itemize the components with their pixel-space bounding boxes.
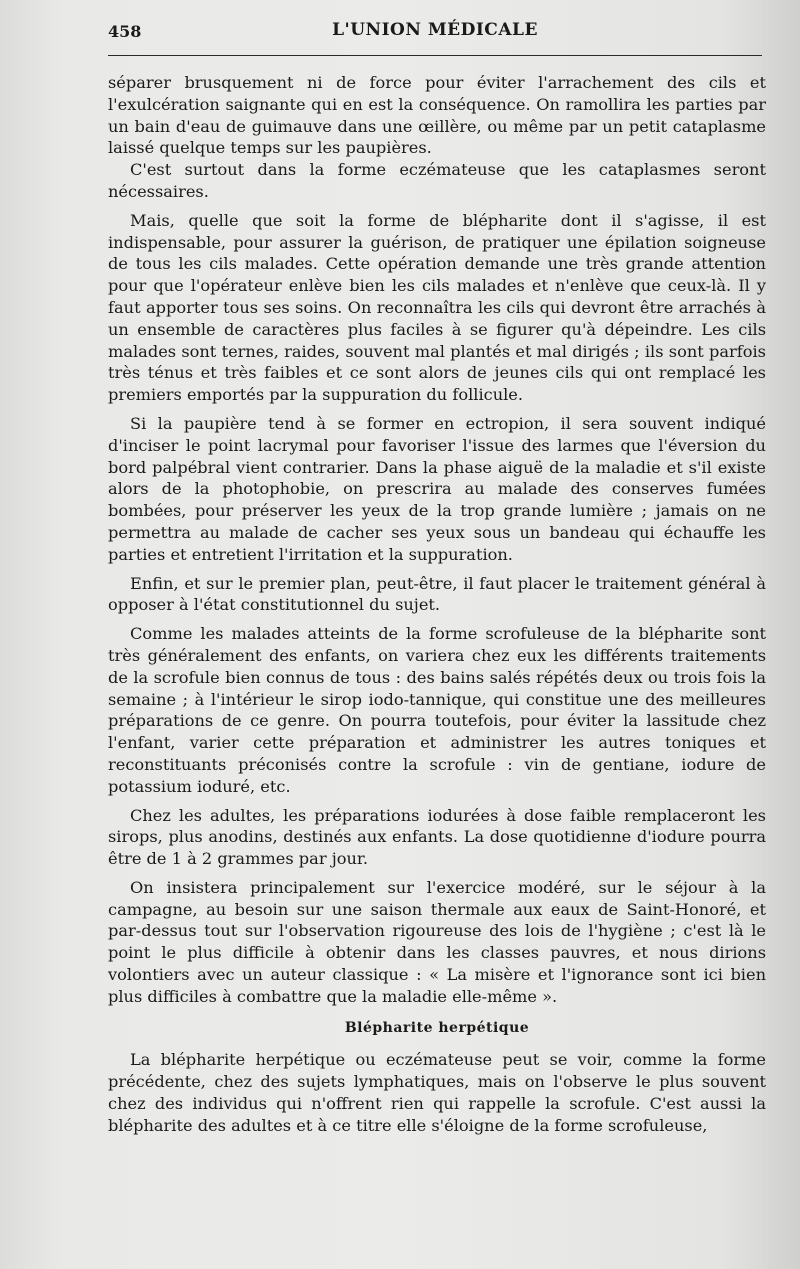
section-paragraph: La blépharite herpétique ou eczémateuse peut se voir, comme la forme précédente, chez des sujets lymphatiques, mais on l'observe le plus souvent chez des individus qui n'offrent rien qui rappelle la scrofule. C'est aussi la blépharite des adultes et à ce titre elle s'éloigne de la forme scrofuleuse, [108, 1050, 766, 1135]
paragraph: On insistera principalement sur l'exercice modéré, sur le séjour à la campagne, au besoin sur une saison thermale aux eaux de Saint-Honoré, et par-dessus tout sur l'observation rigoureuse des lois de l'hygiène ; c'est là le point le plus difficile à obtenir dans les classes pauvres, et nous dirions volontiers avec un auteur classique : « La misère et l'ignorance sont ici bien plus difficiles à combattre que la maladie elle-même ». [108, 877, 766, 1006]
paragraph: Si la paupière tend à se former en ectropion, il sera souvent indiqué d'inciser le point lacrymal pour favoriser l'issue des larmes que l'éversion du bord palpébral vient contrarier. Dans la phase aiguë de la maladie et s'il existe alors de la photophobie, on prescrira au malade des conserves fumées bombées, pour préserver les yeux de la trop grande lumière ; jamais on ne permettra au malade de cacher ses yeux sous un bandeau qui échauffe les parties et entretient l'irritation et la suppuration. [108, 413, 766, 564]
paragraph: Comme les malades atteints de la forme scrofuleuse de la blépharite sont très généralement des enfants, on variera chez eux les différents traitements de la scrofule bien connus de tous : des bains salés répétés deux ou trois fois la semaine ; à l'intérieur le sirop iodo-tannique, qui constitue une des meilleures préparations de ce genre. On pourra toutefois, pour éviter la lassitude chez l'enfant, varier cette préparation et administrer les autres toniques et reconstituants préconisés contre la scrofule : vin de gentiane, iodure de potassium ioduré, etc. [108, 624, 766, 796]
running-header [108, 20, 762, 50]
paragraph: C'est surtout dans la forme eczémateuse que les cataplasmes seront nécessaires. [108, 160, 766, 201]
header-rule [108, 55, 762, 56]
page-number: 458 [108, 22, 142, 41]
paragraph: Mais, quelle que soit la forme de blépharite dont il s'agisse, il est indispensable, pour assurer la guérison, de pratiquer une épilation soigneuse de tous les cils malades. Cette opération demande une très grande attention pour que l'opérateur enlève bien les cils malades et n'enlève que ceux-là. Il y faut apporter tous ses soins. On reconnaîtra les cils qui devront être arrachés à un ensemble de caractères plus faciles à se figurer qu'à dépeindre. Les cils malades sont ternes, raides, souvent mal plantés et mal dirigés ; ils sont parfois très ténus et très faibles et ce sont alors de jeunes cils qui ont remplacé les premiers emportés par la suppuration du follicule. [108, 210, 766, 405]
section-heading: Blépharite herpétique [344, 1019, 530, 1036]
paragraph-continued: séparer brusquement ni de force pour éviter l'arrachement des cils et l'exulcération saignante qui en est la conséquence. On ramollira les parties par un bain d'eau de guimauve dans une œillère, ou même par un petit cataplasme laissé quelque temps sur les paupières. [108, 73, 766, 158]
paragraph: Chez les adultes, les préparations iodurées à dose faible remplaceront les sirops, plus anodins, destinés aux enfants. La dose quotidienne d'iodure pourra être de 1 à 2 grammes par jour. [108, 805, 766, 869]
journal-title: L'UNION MÉDICALE [332, 20, 538, 40]
paragraph: Enfin, et sur le premier plan, peut-être, il faut placer le traitement général à opposer à l'état constitutionnel du sujet. [108, 573, 766, 615]
article-body [108, 72, 766, 1137]
